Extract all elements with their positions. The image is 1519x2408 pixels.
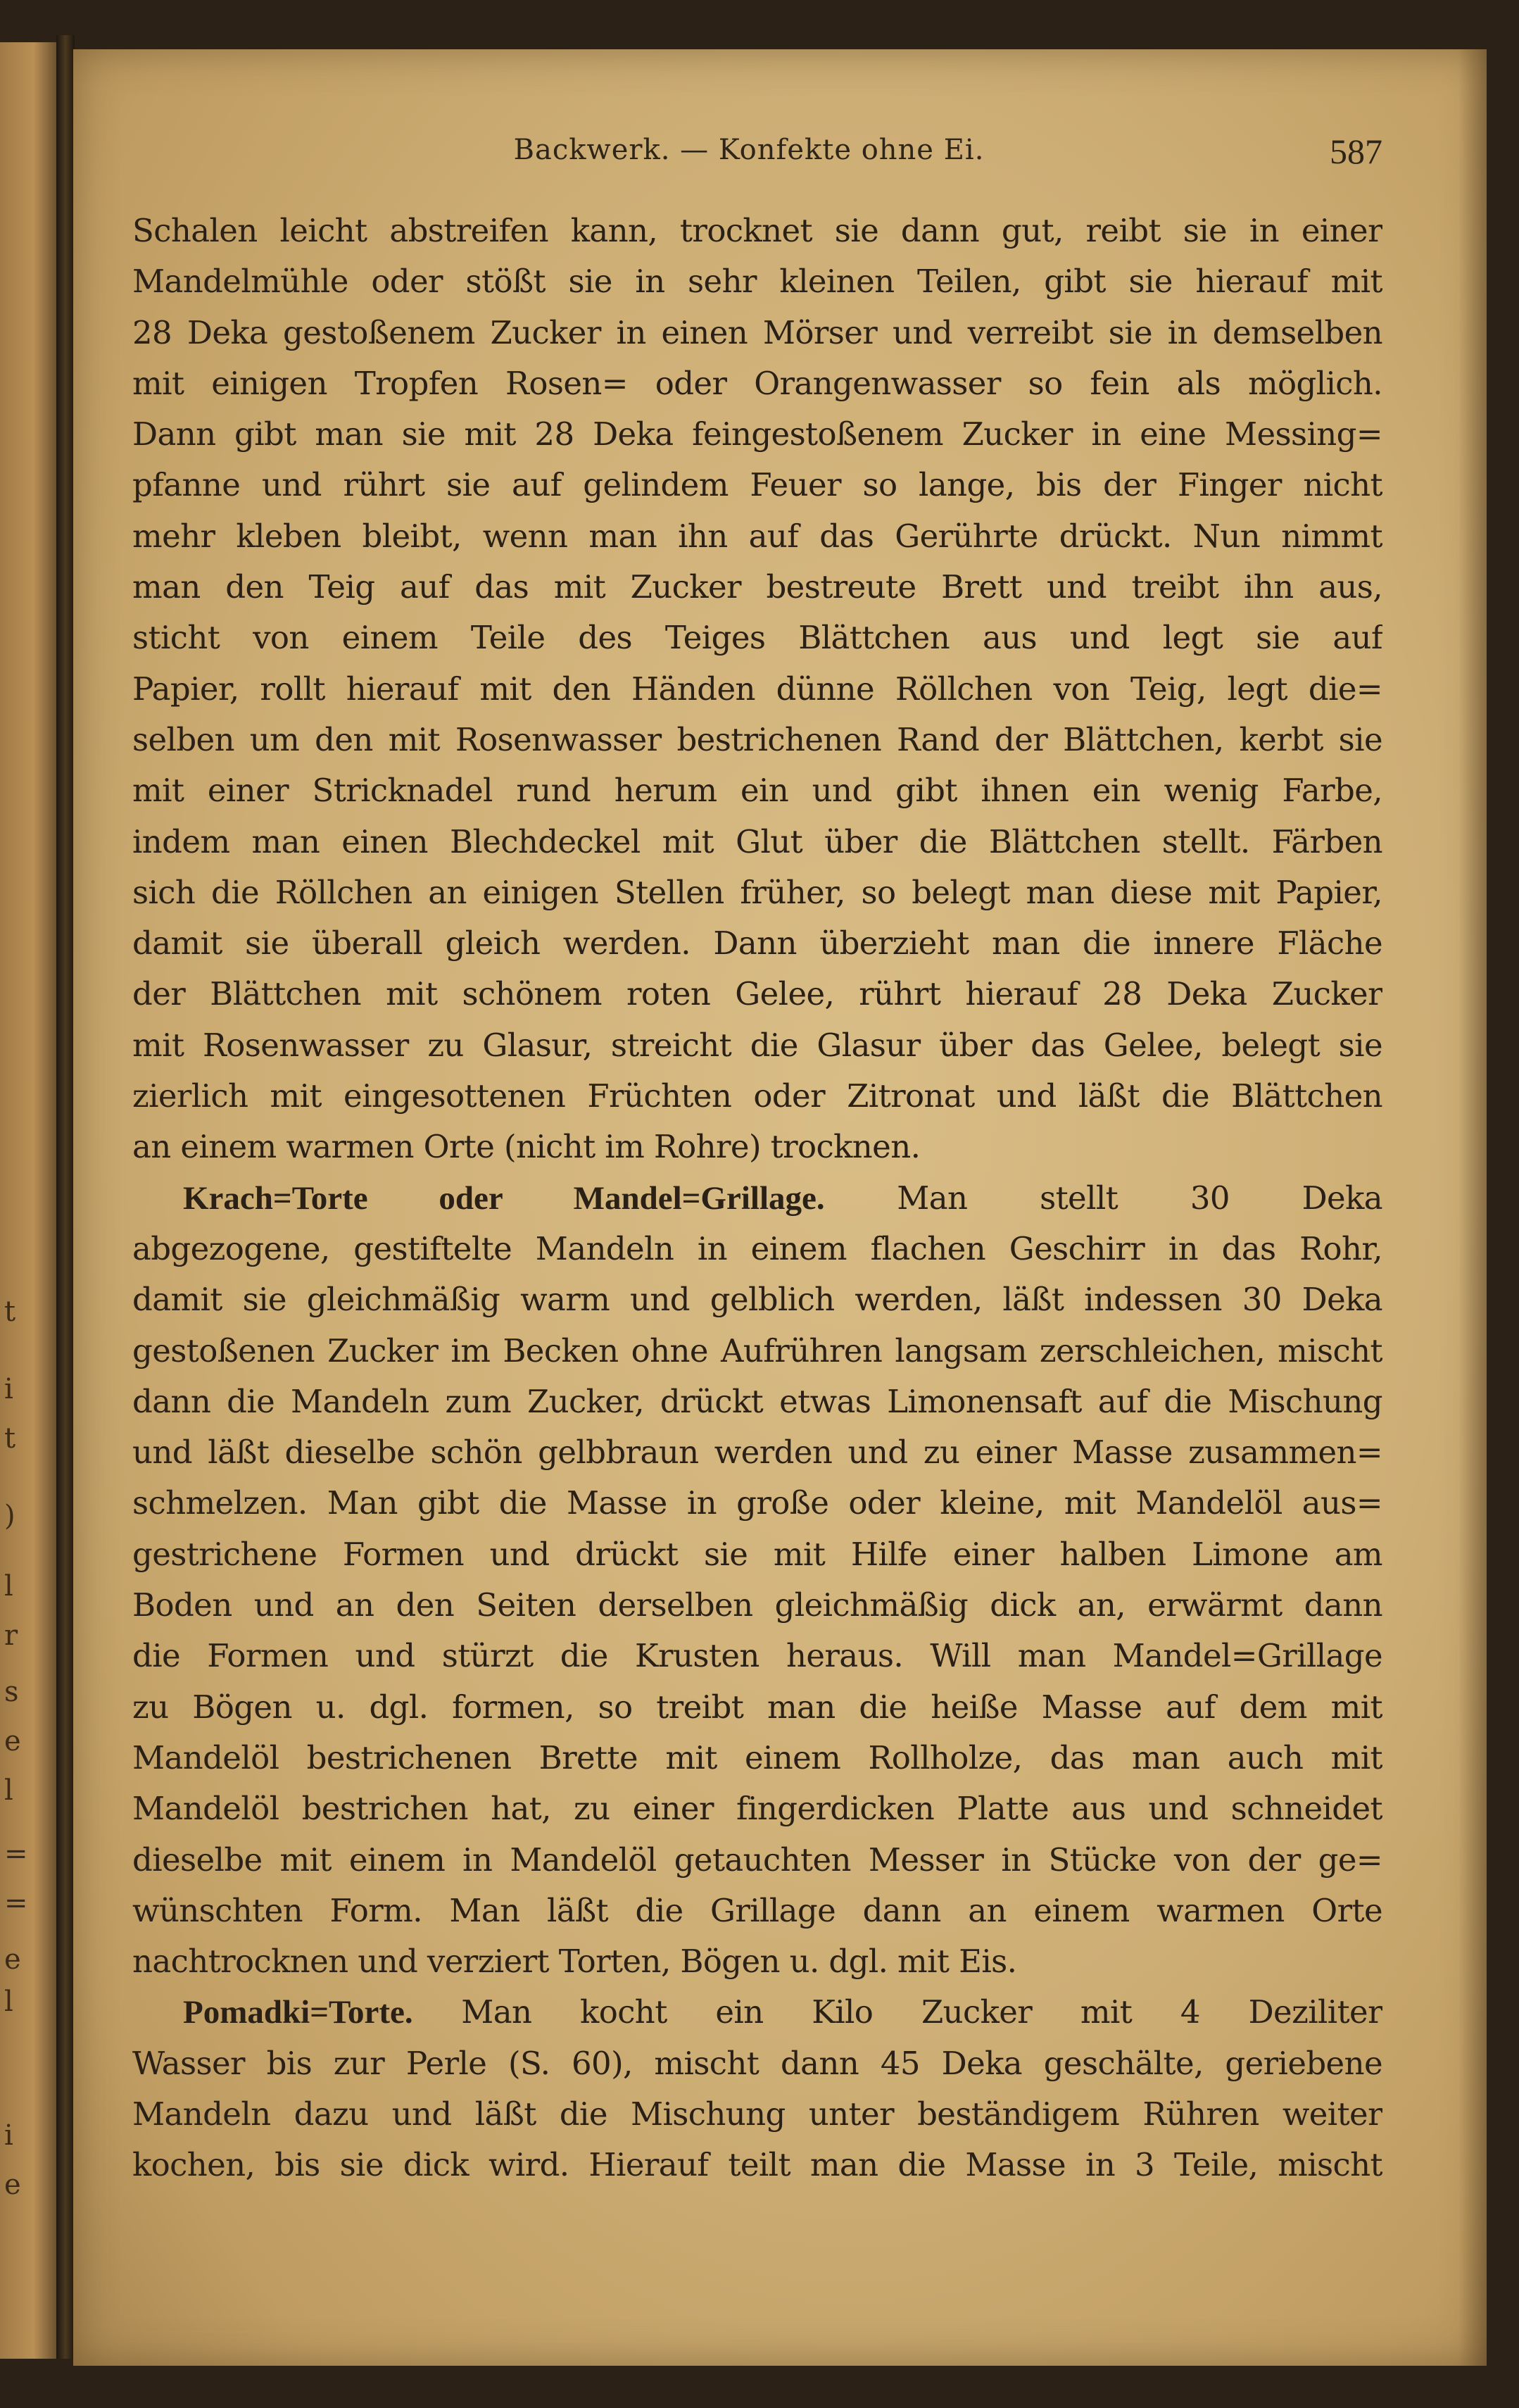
- facing-page-glyph: i: [4, 2119, 13, 2152]
- facing-page-glyph: r: [4, 1619, 18, 1652]
- section-heading-line: [132, 1173, 1382, 1224]
- text-line: [132, 1580, 1382, 1631]
- text-line: [132, 867, 1382, 918]
- line-text: indem man einen Blechdeckel mit Glut über die Blättchen stellt. Färben: [132, 822, 1382, 860]
- line-text: selben um den mit Rosenwasser bestrichenen Rand der Blättchen, kerbt sie: [132, 720, 1382, 758]
- line-text: damit sie gleichmäßig warm und gelblich werden, läßt indessen 30 Deka: [132, 1281, 1382, 1319]
- facing-page-glyph: ): [4, 1500, 15, 1532]
- line-text: Mandelmühle oder stößt sie in sehr kleinen Teilen, gibt sie hierauf mit: [132, 263, 1382, 301]
- section-heading-line: [132, 1987, 1382, 2038]
- scan-border: [1487, 0, 1519, 2408]
- line-text: sticht von einem Teile des Teiges Blättchen aus und legt sie auf: [132, 619, 1382, 657]
- book-page: [73, 49, 1487, 2366]
- line-text: Dann gibt man sie mit 28 Deka feingestoßenem Zucker in eine Messing=: [132, 415, 1382, 453]
- text-line: [132, 1071, 1382, 1122]
- line-text: mit Rosenwasser zu Glasur, streicht die Glasur über das Gelee, belegt sie: [132, 1026, 1382, 1064]
- text-line: [132, 1529, 1382, 1580]
- line-text: sich die Röllchen an einigen Stellen früher, so belegt man diese mit Papier,: [132, 873, 1382, 911]
- line-text: mehr kleben bleibt, wenn man ihn auf das Gerührte drückt. Nun nimmt: [132, 517, 1382, 555]
- line-text: pfanne und rührt sie auf gelindem Feuer so lange, bis der Finger nicht: [132, 466, 1382, 504]
- text-line: [132, 206, 1382, 256]
- line-text: gestrichene Formen und drückt sie mit Hilfe einer halben Limone am: [132, 1535, 1382, 1573]
- facing-page-glyph: l: [4, 1986, 13, 2018]
- line-text: Mandelöl bestrichen hat, zu einer fingerdicken Platte aus und schneidet: [132, 1790, 1382, 1828]
- recipe-title: Krach=Torte oder Mandel=Grillage.: [183, 1179, 825, 1217]
- line-text: schmelzen. Man gibt die Masse in große oder kleine, mit Mandelöl aus=: [132, 1484, 1382, 1522]
- text-line: [132, 2140, 1382, 2190]
- line-text: nachtrocknen und verziert Torten, Bögen u. dgl. mit Eis.: [132, 1943, 1017, 1981]
- facing-page-glyph: t: [4, 1422, 16, 1455]
- line-text: kochen, bis sie dick wird. Hierauf teilt man die Masse in 3 Teile, mischt: [132, 2146, 1382, 2184]
- line-text: und läßt dieselbe schön gelbbraun werden und zu einer Masse zusammen=: [132, 1434, 1382, 1472]
- line-text: Mandelöl bestrichenen Brette mit einem Rollholze, das man auch mit: [132, 1738, 1382, 1776]
- text-line: [132, 308, 1382, 358]
- line-text: mit einigen Tropfen Rosen= oder Orangenwasser so fein als möglich.: [132, 364, 1382, 402]
- line-text: damit sie überall gleich werden. Dann überzieht man die innere Fläche: [132, 924, 1382, 962]
- line-text: abgezogene, gestiftelte Mandeln in einem flachen Geschirr in das Rohr,: [132, 1229, 1382, 1267]
- page-edge-shadow: [1458, 49, 1487, 2366]
- page-number: 587: [1330, 132, 1382, 171]
- line-text: Man kocht ein Kilo Zucker mit 4 Deziliter: [412, 1993, 1382, 2031]
- facing-page-glyph: l: [4, 1774, 13, 1807]
- facing-page-glyph: e: [4, 1943, 21, 1976]
- text-line: [132, 715, 1382, 765]
- line-text: Wasser bis zur Perle (S. 60), mischt dann 45 Deka geschälte, geriebene: [132, 2044, 1382, 2082]
- line-text: an einem warmen Orte (nicht im Rohre) trocknen.: [132, 1128, 921, 1166]
- text-line: [132, 918, 1382, 969]
- text-line: [132, 511, 1382, 562]
- running-head: [73, 134, 1487, 190]
- text-line: [132, 1835, 1382, 1886]
- text-line: [132, 1733, 1382, 1783]
- line-text: mit einer Stricknadel rund herum ein und gibt ihnen ein wenig Farbe,: [132, 772, 1382, 810]
- text-line: [132, 460, 1382, 510]
- recipe-title: Pomadki=Torte.: [183, 1994, 413, 2031]
- text-line: [132, 358, 1382, 409]
- text-line: [132, 1274, 1382, 1325]
- text-line: [132, 562, 1382, 613]
- text-line: [132, 1631, 1382, 1681]
- text-line: [132, 1377, 1382, 1427]
- text-line: [132, 1427, 1382, 1478]
- text-line: [132, 969, 1382, 1020]
- text-line: [132, 664, 1382, 715]
- facing-page-glyph: =: [4, 1838, 28, 1870]
- text-line: [132, 256, 1382, 307]
- previous-page-edge: [0, 42, 56, 2359]
- facing-page-glyph: =: [4, 1887, 28, 1919]
- facing-page-glyph: i: [4, 1373, 13, 1405]
- facing-page-glyph: s: [4, 1676, 19, 1708]
- line-text: dann die Mandeln zum Zucker, drückt etwas Limonensaft auf die Mischung: [132, 1382, 1382, 1420]
- text-line: [132, 613, 1382, 663]
- book-gutter: [56, 35, 75, 2359]
- text-line: [132, 1886, 1382, 1936]
- line-text: man den Teig auf das mit Zucker bestreute Brett und treibt ihn aus,: [132, 568, 1382, 606]
- facing-page-glyph: e: [4, 2169, 21, 2201]
- line-text: Boden und an den Seiten derselben gleichmäßig dick an, erwärmt dann: [132, 1586, 1382, 1624]
- text-line: [132, 817, 1382, 867]
- line-text: Mandeln dazu und läßt die Mischung unter beständigem Rühren weiter: [132, 2095, 1382, 2133]
- text-line: [132, 1326, 1382, 1377]
- text-line: [132, 2089, 1382, 2140]
- facing-page-glyph: e: [4, 1725, 21, 1757]
- text-line: [132, 1682, 1382, 1733]
- text-line: [132, 1020, 1382, 1071]
- text-line: [132, 765, 1382, 816]
- facing-page-glyph: l: [4, 1570, 13, 1603]
- running-title: Backwerk. — Konfekte ohne Ei.: [513, 134, 985, 166]
- text-line: [132, 1936, 1382, 1987]
- text-line: [132, 1224, 1382, 1274]
- text-line: [132, 409, 1382, 460]
- line-text: Schalen leicht abstreifen kann, trocknet sie dann gut, reibt sie in einer: [132, 212, 1382, 249]
- text-line: [132, 2038, 1382, 2089]
- facing-page-glyph: t: [4, 1296, 16, 1328]
- body-text: [132, 206, 1382, 2191]
- line-text: die Formen und stürzt die Krusten heraus. Will man Mandel=Grillage: [132, 1637, 1382, 1675]
- text-line: [132, 1478, 1382, 1529]
- line-text: zierlich mit eingesottenen Früchten oder Zitronat und läßt die Blättchen: [132, 1077, 1382, 1115]
- line-text: gestoßenen Zucker im Becken ohne Aufrühren langsam zerschleichen, mischt: [132, 1331, 1382, 1369]
- line-text: 28 Deka gestoßenem Zucker in einen Mörser und verreibt sie in demselben: [132, 313, 1382, 351]
- line-text: Papier, rollt hierauf mit den Händen dünne Röllchen von Teig, legt die=: [132, 670, 1382, 708]
- text-line: [132, 1122, 1382, 1172]
- text-line: [132, 1783, 1382, 1834]
- line-text: zu Bögen u. dgl. formen, so treibt man die heiße Masse auf dem mit: [132, 1688, 1382, 1726]
- line-text: der Blättchen mit schönem roten Gelee, rührt hierauf 28 Deka Zucker: [132, 975, 1382, 1013]
- line-text: Man stellt 30 Deka: [824, 1179, 1382, 1217]
- line-text: dieselbe mit einem in Mandelöl getauchten Messer in Stücke von der ge=: [132, 1841, 1382, 1879]
- line-text: wünschten Form. Man läßt die Grillage dann an einem warmen Orte: [132, 1891, 1382, 1929]
